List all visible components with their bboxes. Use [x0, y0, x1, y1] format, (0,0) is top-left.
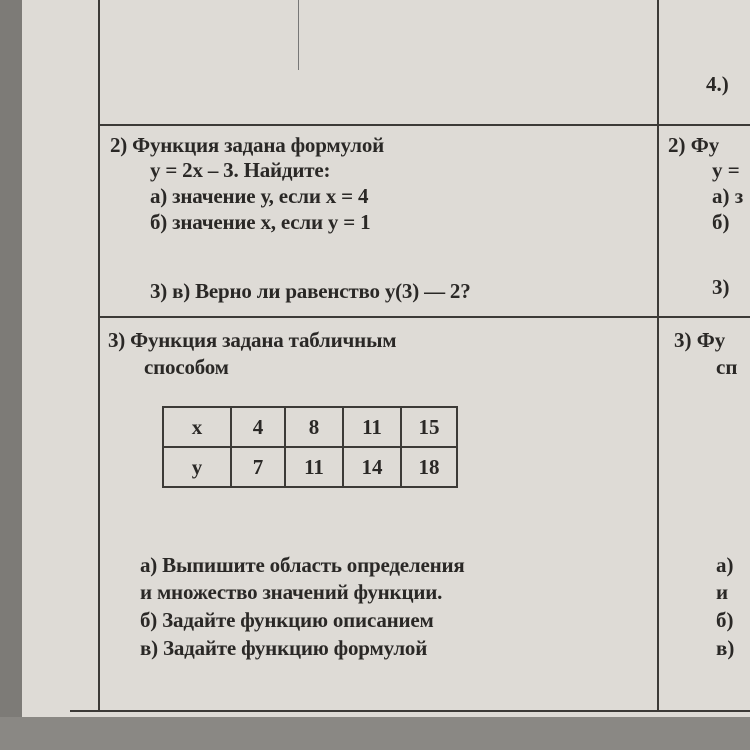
right-p2-line1: 2) Фу	[668, 133, 720, 157]
problem3-heading-cont: способом	[144, 355, 229, 379]
table-row-y	[163, 447, 457, 487]
right-p3-line1: 3) Фу	[674, 328, 726, 352]
problem3-heading: 3) Функция задана табличным	[108, 328, 397, 352]
right-p2-line2: у =	[712, 158, 740, 182]
problem3-item-a-line2: и множество значений функции.	[140, 580, 443, 604]
graph-axis-fragment	[298, 0, 299, 70]
function-value-table	[162, 406, 458, 488]
row-divider-2	[98, 316, 750, 318]
table-cell: 15	[401, 407, 457, 447]
right-p3-line5: б)	[716, 608, 734, 632]
right-p2-line4: б)	[712, 210, 730, 234]
table-cell: 18	[401, 447, 457, 487]
right-p3-line2: сп	[716, 355, 738, 379]
problem2-formula: y = 2x – 3. Найдите:	[150, 158, 331, 182]
center-divider	[657, 0, 659, 712]
right-p2-line3: а) з	[712, 184, 744, 208]
problem3-item-a-line1: а) Выпишите область определения	[140, 553, 465, 577]
problem2-item-a: а) значение у, если х = 4	[150, 184, 369, 208]
right-top-label: 4.)	[706, 72, 729, 96]
right-p2-line5: 3)	[712, 275, 730, 299]
table-cell: х	[163, 407, 231, 447]
table-cell: у	[163, 447, 231, 487]
problem3-item-c: в) Задайте функцию формулой	[140, 636, 428, 660]
bottom-border	[70, 710, 750, 712]
problem3-item-b: б) Задайте функцию описанием	[140, 608, 434, 632]
problem2-heading: 2) Функция задана формулой	[110, 133, 385, 157]
table-cell: 11	[343, 407, 401, 447]
right-p3-line6: в)	[716, 636, 735, 660]
photo-background-edge	[0, 717, 750, 750]
left-border	[98, 0, 100, 712]
problem2-item-c: 3) в) Верно ли равенство у(3) — 2?	[150, 279, 471, 303]
problem2-item-b: б) значение х, если у = 1	[150, 210, 371, 234]
table-cell: 11	[285, 447, 343, 487]
right-p3-line4: и	[716, 580, 729, 604]
table-cell: 14	[343, 447, 401, 487]
table-cell: 7	[231, 447, 285, 487]
row-divider-1	[98, 124, 750, 126]
table-cell: 8	[285, 407, 343, 447]
right-p3-line3: а)	[716, 553, 734, 577]
table-row-x	[163, 407, 457, 447]
table-cell: 4	[231, 407, 285, 447]
